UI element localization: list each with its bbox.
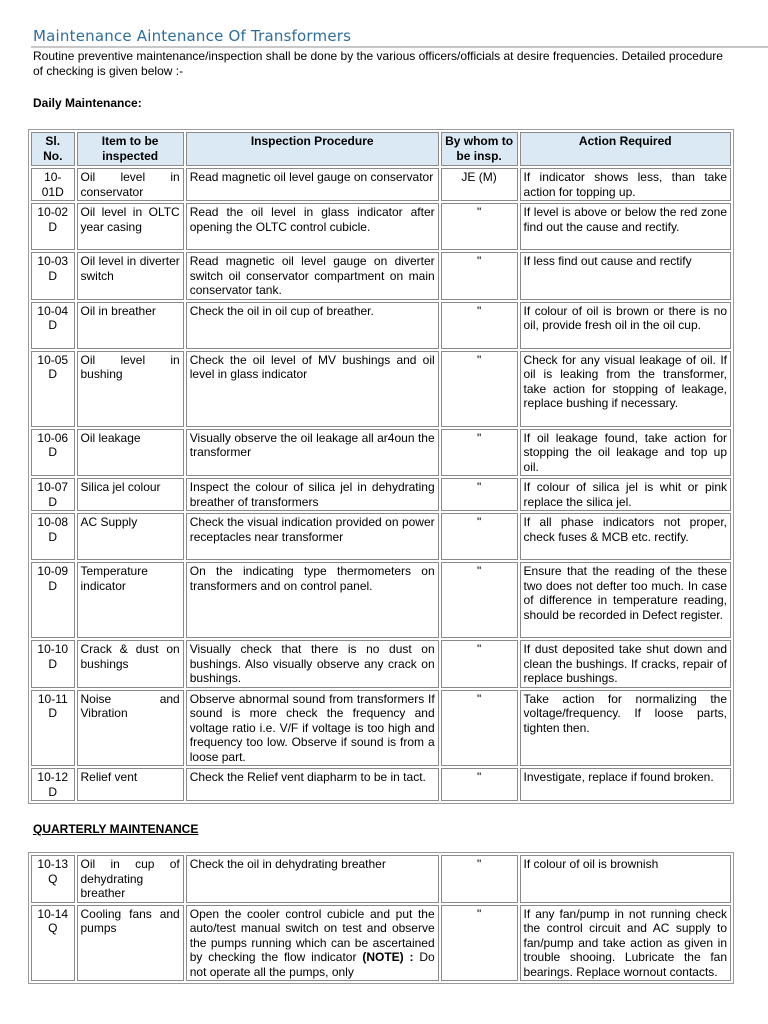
sl-no-cell: 10-08 D (31, 513, 75, 560)
item-cell: Crack & dust on bushings (77, 640, 184, 688)
note-label: (NOTE) : (362, 950, 414, 964)
sl-no-cell: 10-07 D (31, 478, 75, 511)
item-cell: Temperature indicator (77, 562, 184, 638)
procedure-cell: Inspect the colour of silica jel in dehydrating breather of transformers (186, 478, 439, 511)
title-divider (31, 46, 768, 48)
item-cell: Noise and Vibration (77, 690, 184, 767)
procedure-cell: Read magnetic oil level gauge on diverter switch oil conservator compartment on main conservator tank. (186, 252, 439, 300)
action-cell: If colour of oil is brownish (520, 855, 731, 903)
table-row (31, 768, 731, 801)
header-sl-no: Sl. No. (31, 132, 75, 166)
action-cell: Ensure that the reading of the these two does not defter too much. In case of difference in temperature reading, should be recorded in Defect register. (520, 562, 731, 638)
by-whom-cell: JE (M) (441, 168, 518, 201)
sl-no-cell: 10-09 D (31, 562, 75, 638)
header-procedure: Inspection Procedure (186, 132, 439, 166)
by-whom-cell: " (441, 252, 518, 300)
action-cell: If indicator shows less, than take action for topping up. (520, 168, 731, 201)
item-cell: AC Supply (77, 513, 184, 560)
table-row (31, 429, 731, 477)
sl-no-cell: 10-12 D (31, 768, 75, 801)
quarterly-maintenance-table (28, 852, 734, 984)
sl-no-cell: 10-11 D (31, 690, 75, 767)
table-row (31, 252, 731, 300)
item-cell: Relief vent (77, 768, 184, 801)
procedure-cell: Check the oil in oil cup of breather. (186, 302, 439, 349)
table-row (31, 351, 731, 427)
action-cell: If colour of silica jel is whit or pink replace the silica jel. (520, 478, 731, 511)
page-title: Maintenance Aintenance Of Transformers (33, 27, 352, 45)
action-cell: If any fan/pump in not running check the control circuit and AC supply to fan/pump and take action as given in trouble shooing. Lubricate the fan bearings. Replace wornout contacts. (520, 905, 731, 982)
by-whom-cell: " (441, 562, 518, 638)
header-by-whom: By whom to be insp. (441, 132, 518, 166)
item-cell: Oil level in conservator (77, 168, 184, 201)
item-cell: Silica jel colour (77, 478, 184, 511)
action-cell: If less find out cause and rectify (520, 252, 731, 300)
item-cell: Oil level in diverter switch (77, 252, 184, 300)
sl-no-cell: 10-06 D (31, 429, 75, 477)
sl-no-cell: 10-14 Q (31, 905, 75, 982)
table-header-row (31, 132, 731, 166)
by-whom-cell: " (441, 855, 518, 903)
by-whom-cell: " (441, 690, 518, 767)
by-whom-cell: " (441, 768, 518, 801)
item-cell: Oil level in bushing (77, 351, 184, 427)
procedure-cell: Check the Relief vent diapharm to be in tact. (186, 768, 439, 801)
by-whom-cell: " (441, 478, 518, 511)
daily-maintenance-table (28, 129, 734, 804)
action-cell: If level is above or below the red zone find out the cause and rectify. (520, 203, 731, 250)
by-whom-cell: " (441, 640, 518, 688)
by-whom-cell: " (441, 351, 518, 427)
procedure-cell: Check the visual indication provided on power receptacles near transformer (186, 513, 439, 560)
table-row (31, 478, 731, 511)
table-row (31, 168, 731, 201)
action-cell: Take action for normalizing the voltage/frequency. If loose parts, tighten then. (520, 690, 731, 767)
note-text: Do not operate all the pumps, only (189, 950, 435, 979)
action-cell: If all phase indicators not proper, check fuses & MCB etc. rectify. (520, 513, 731, 560)
quarterly-maintenance-heading: QUARTERLY MAINTENANCE (33, 822, 199, 836)
daily-maintenance-heading: Daily Maintenance: (33, 96, 142, 110)
by-whom-cell: " (441, 429, 518, 477)
table-row (31, 302, 731, 349)
sl-no-cell: 10-01D (31, 168, 75, 201)
procedure-cell: Check the oil level of MV bushings and oil level in glass indicator (186, 351, 439, 427)
table-row (31, 513, 731, 560)
procedure-cell: Observe abnormal sound from transformers If sound is more check the frequency and voltage ratio i.e. V/F if voltage is too high and frequency too low. Observe if sound is from a loose part. (186, 690, 439, 767)
table-row (31, 905, 731, 982)
sl-no-cell: 10-02 D (31, 203, 75, 250)
header-item: Item to be inspected (77, 132, 184, 166)
by-whom-cell: " (441, 203, 518, 250)
item-cell: Cooling fans and pumps (77, 905, 184, 982)
item-cell: Oil in cup of dehydrating breather (77, 855, 184, 903)
procedure-cell (186, 905, 439, 982)
sl-no-cell: 10-04 D (31, 302, 75, 349)
procedure-cell: Check the oil in dehydrating breather (186, 855, 439, 903)
action-cell: Investigate, replace if found broken. (520, 768, 731, 801)
sl-no-cell: 10-03 D (31, 252, 75, 300)
item-cell: Oil level in OLTC year casing (77, 203, 184, 250)
table-row (31, 203, 731, 250)
header-action: Action Required (520, 132, 731, 166)
procedure-cell: Read magnetic oil level gauge on conservator (186, 168, 439, 201)
procedure-cell: Visually observe the oil leakage all ar4oun the transformer (186, 429, 439, 477)
procedure-cell: On the indicating type thermometers on transformers and on control panel. (186, 562, 439, 638)
item-cell: Oil leakage (77, 429, 184, 477)
by-whom-cell: " (441, 302, 518, 349)
by-whom-cell: " (441, 905, 518, 982)
action-cell: If dust deposited take shut down and clean the bushings. If cracks, repair of replace bushings. (520, 640, 731, 688)
item-cell: Oil in breather (77, 302, 184, 349)
table-row (31, 562, 731, 638)
sl-no-cell: 10-10 D (31, 640, 75, 688)
by-whom-cell: " (441, 513, 518, 560)
sl-no-cell: 10-13 Q (31, 855, 75, 903)
table-row (31, 855, 731, 903)
procedure-cell: Read the oil level in glass indicator after opening the OLTC control cubicle. (186, 203, 439, 250)
procedure-cell: Visually check that there is no dust on bushings. Also visually observe any crack on bushings. (186, 640, 439, 688)
action-cell: If oil leakage found, take action for stopping the oil leakage and top up oil. (520, 429, 731, 477)
table-row (31, 690, 731, 767)
action-cell: Check for any visual leakage of oil. If oil is leaking from the transformer, take action for stopping of leakage, replace bushing if necessary. (520, 351, 731, 427)
sl-no-cell: 10-05 D (31, 351, 75, 427)
action-cell: If colour of oil is brown or there is no oil, provide fresh oil in the oil cup. (520, 302, 731, 349)
procedure-text: Open the cooler control cubicle and put the auto/test manual switch on test and observe the pumps running which can be ascertained by checking the flow indicator (189, 906, 435, 964)
intro-paragraph: Routine preventive maintenance/inspection shall be done by the various officers/officials at desire frequencies. Detailed procedure of checking is given below :- (33, 49, 723, 78)
table-row (31, 640, 731, 688)
